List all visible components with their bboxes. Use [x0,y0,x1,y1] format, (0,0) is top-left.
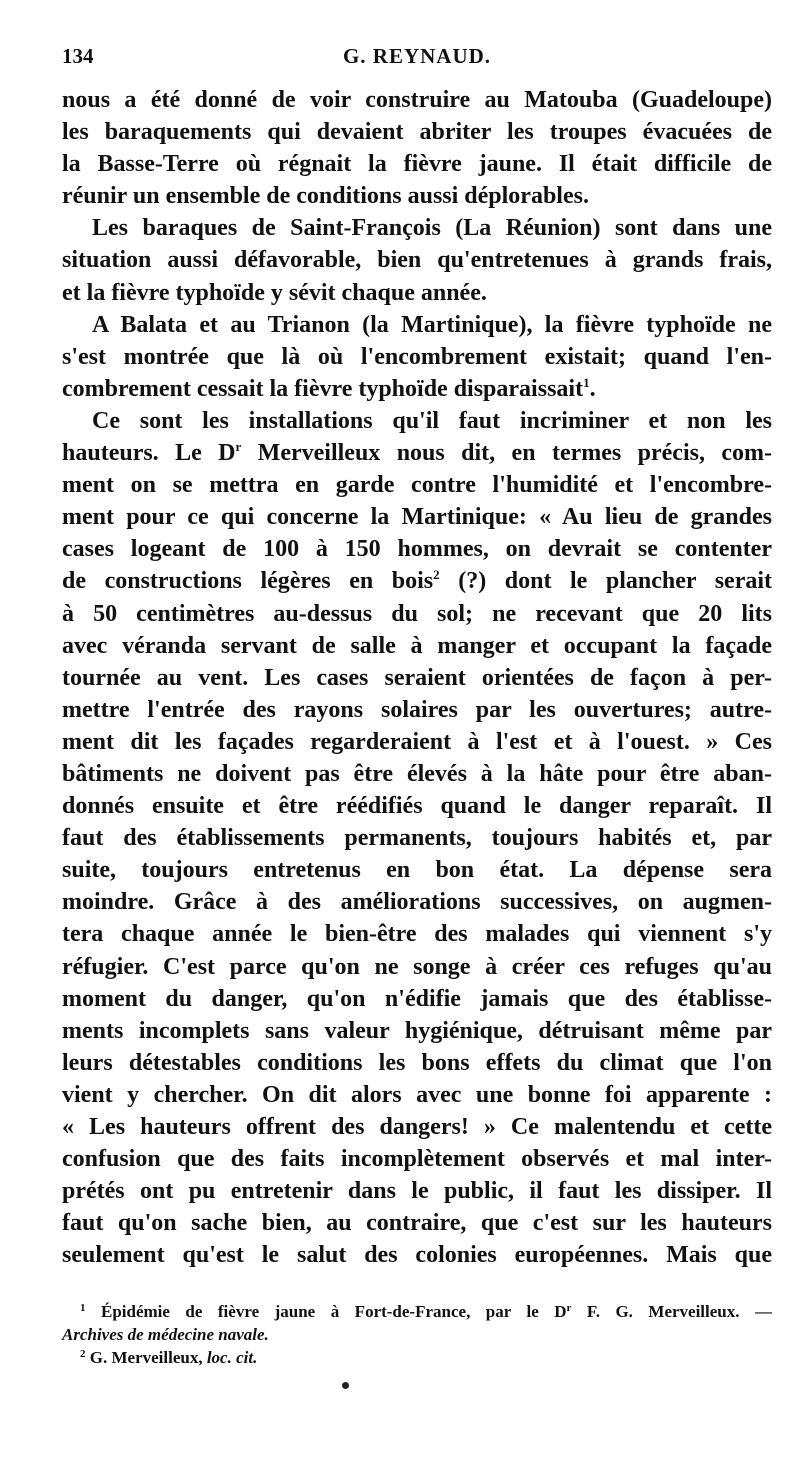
text-line: donnés ensuite et être réédifiés quand le danger reparaît. Il [62,793,772,820]
text-line: la Basse-Terre où régnait la fièvre jaune. Il était difficile de [62,151,772,178]
text-line: vient y chercher. On dit alors avec une bonne foi apparente : [62,1081,772,1108]
text-line: ment on se mettra en garde contre l'humidité et l'encombre- [62,472,772,499]
text-line: Ce sont les installations qu'il faut incriminer et non les [92,407,772,434]
text-line: leurs détestables conditions les bons effets du climat que l'on [62,1049,772,1076]
text-line: réfugier. C'est parce qu'on ne songe à créer ces refuges qu'au [62,953,772,980]
footnote-ref-1: 1 [583,374,590,390]
text-line: situation aussi défavorable, bien qu'entretenues à grands frais, [62,247,772,274]
footnote-1-source: Archives de médecine navale. [62,1325,269,1344]
footnote-text: Épidémie de fièvre jaune à Fort-de-France, par le D [85,1302,567,1321]
text-segment: . [589,375,596,402]
text-line: confusion que des faits incomplètement observés et mal inter- [62,1146,772,1173]
page-number: 134 [62,44,94,68]
text-line: seulement qu'est le salut des colonies européennes. Mais que [62,1242,772,1269]
text-line: à 50 centimètres au-dessus du sol; ne recevant que 20 lits [62,600,772,627]
footnotes [62,1300,772,1369]
text-line: moment du danger, qu'on n'édifie jamais que des établisse- [62,985,772,1012]
text-segment: (?) dont le plancher serait [439,568,773,595]
text-segment: combrement cessait la fièvre typhoïde disparaissait [62,375,584,402]
footnote-citation: loc. cit. [206,1348,258,1367]
text-line: tournée au vent. Les cases seraient orientées de façon à per- [62,664,772,691]
page-header [62,42,772,72]
footnote-1 [62,1300,772,1323]
footnote-2 [62,1346,772,1369]
footnote-ref-2: 2 [433,567,440,583]
superscript: r [566,1302,572,1314]
text-line: et la fièvre typhoïde y sévit chaque année. [62,279,487,306]
ink-dot [342,1382,349,1389]
text-line: Les baraques de Saint-François (La Réunion) sont dans une [92,215,772,242]
text-line: les baraquements qui devaient abriter les troupes évacuées de [62,119,772,146]
text-line: « Les hauteurs offrent des dangers! » Ce malentendu et cette [62,1114,772,1140]
text-segment: hauteurs. Le D [62,440,236,467]
running-head: G. REYNAUD. [342,44,492,68]
text-line: prétés ont pu entretenir dans le public, il faut les dissiper. Il [62,1178,772,1205]
text-segment: de constructions légères en bois [62,568,434,595]
text-line: suite, toujours entretenus en bon état. La dépense sera [62,857,772,884]
footnote-text: G. Merveilleux, [85,1348,207,1367]
text-line: ment dit les façades regarderaient à l'est et à l'ouest. » Ces [62,728,772,755]
footnote-mark: 2 [80,1348,86,1360]
text-line: faut des établissements permanents, toujours habités et, par [62,825,772,852]
footnote-mark: 1 [80,1302,86,1314]
text-line: s'est montrée que là où l'encombrement existait; quand l'en- [62,343,772,370]
text-line: A Balata et au Trianon (la Martinique), la fièvre typhoïde ne [92,311,772,338]
text-line: nous a été donné de voir construire au Matouba (Guadeloupe) [62,87,772,113]
text-line [62,373,772,405]
text-line: ments incomplets sans valeur hygiénique, détruisant même par [62,1017,772,1044]
footnote-text: F. G. Merveilleux. — [571,1302,772,1321]
text-line: bâtiments ne doivent pas être élevés à la hâte pour être aban- [62,760,772,787]
text-line: tera chaque année le bien-être des malades qui viennent s'y [62,921,772,948]
superscript: r [235,439,242,455]
text-line: ment pour ce qui concerne la Martinique: « Au lieu de grandes [62,504,772,531]
text-line: mettre l'entrée des rayons solaires par les ouvertures; autre- [62,696,772,723]
text-line: avec véranda servant de salle à manger et occupant la façade [62,632,772,659]
text-segment: Merveilleux nous dit, en termes précis, com- [241,440,772,467]
text-line [62,565,772,597]
text-line: faut qu'on sache bien, au contraire, que c'est sur les hauteurs [62,1210,772,1237]
text-line: cases logeant de 100 à 150 hommes, on devrait se contenter [62,536,772,563]
text-line: réunir un ensemble de conditions aussi déplorables. [62,183,589,210]
text-line [62,437,772,469]
body-text [62,84,772,1271]
text-line: moindre. Grâce à des améliorations successives, on augmen- [62,889,772,916]
